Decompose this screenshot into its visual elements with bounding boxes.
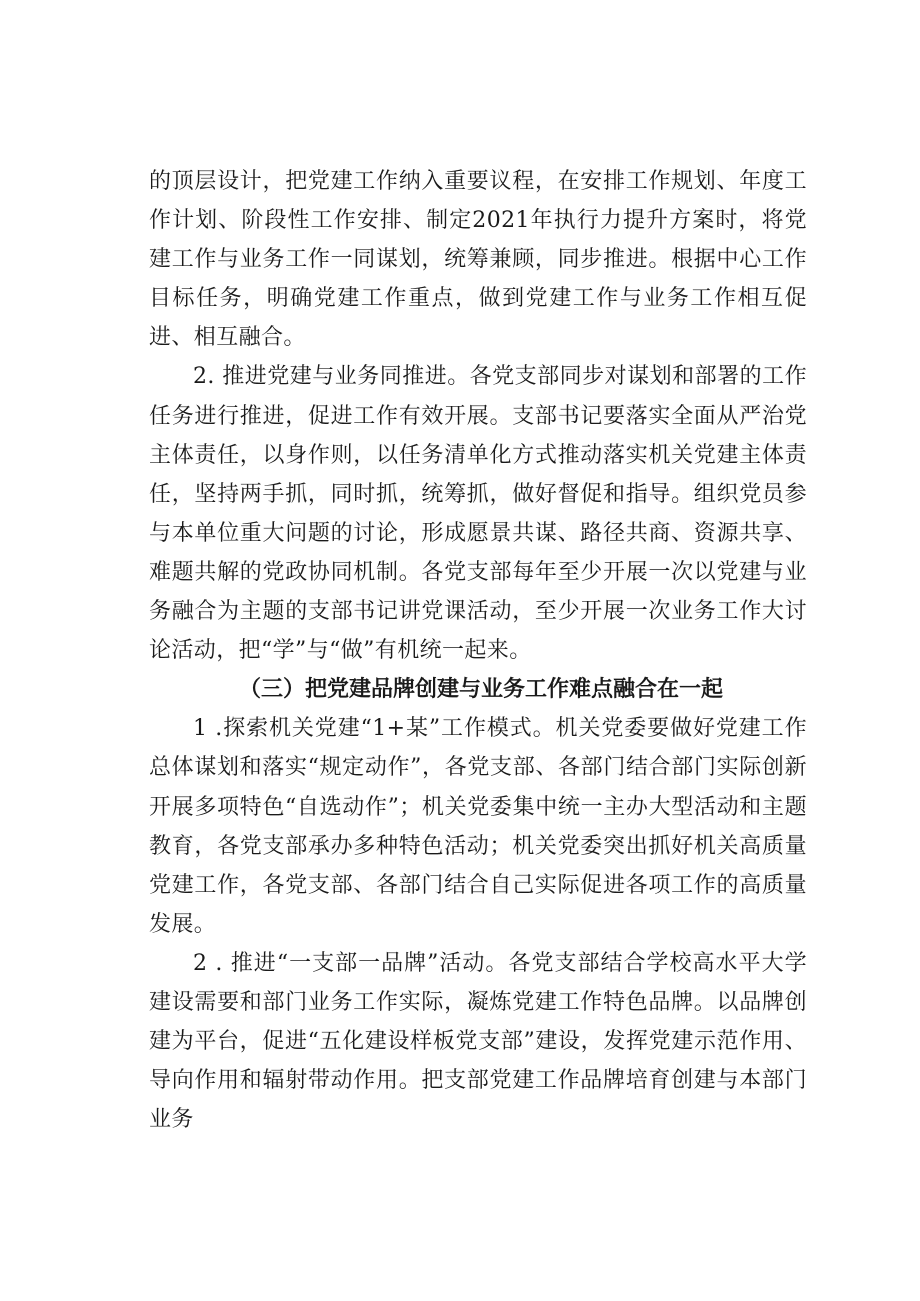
section-heading: （三）把党建品牌创建与业务工作难点融合在一起 (238, 676, 723, 703)
paragraph-top-level-design: 的顶层设计，把党建工作纳入重要议程，在安排工作规划、年度工作计划、阶段性工作安排、制定2021年执行力提升方案时，将党建工作与业务工作一同谋划，统筹兼顾，同步推进。根据中心工作目标任务，明确党建工作重点，做到党建工作与业务工作相互促进、相互融合。 (149, 169, 807, 351)
paragraph-party-business-advance: 2. 推进党建与业务同推进。各党支部同步对谋划和部署的工作任务进行推进，促进工作有效开展。支部书记要落实全面从严治党主体责任，以身作则，以任务清单化方式推动落实机关党建主体责任，坚持两手抓，同时抓，统筹抓，做好督促和指导。组织党员参与本单位重大问题的讨论，形成愿景共谋、路径共商、资源共享、难题共解的党政协同机制。各党支部每年至少开展一次以党建与业务融合为主题的支部书记讲党课活动，至少开展一次业务工作大讨论活动，把“学”与“做”有机统一起来。 (149, 364, 807, 664)
paragraph-explore-model: 1 .探索机关党建“1+某”工作模式。机关党委要做好党建工作总体谋划和落实“规定动作”，各党支部、各部门结合部门实际创新开展多项特色“自选动作”；机关党委集中统一主办大型活动和主题教育，各党支部承办多种特色活动；机关党委突出抓好机关高质量党建工作，各党支部、各部门结合自己实际促进各项工作的高质量发展。 (149, 716, 807, 937)
document-page (149, 162, 807, 1139)
paragraph-one-branch-one-brand: 2 . 推进“一支部一品牌”活动。各党支部结合学校高水平大学建设需要和部门业务工作实际，凝炼党建工作特色品牌。以品牌创建为平台，促进“五化建设样板党支部”建设，发挥党建示范作用、导向作用和辐射带动作用。把支部党建工作品牌培育创建与本部门业务 (149, 950, 807, 1133)
